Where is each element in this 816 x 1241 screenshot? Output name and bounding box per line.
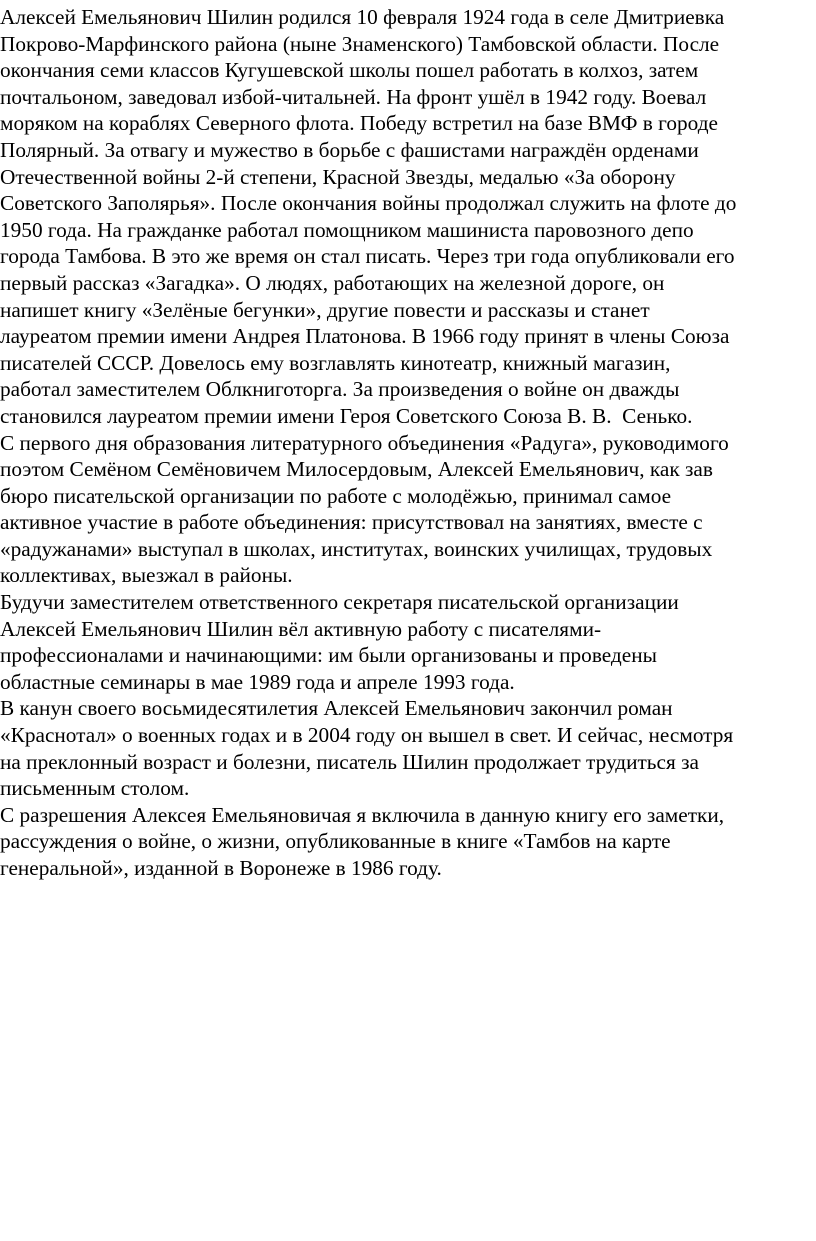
text-line: напишет книгу «Зелёные бегунки», другие повести и рассказы и станет [0,297,650,322]
text-line: профессионалами и начинающими: им были организованы и проведены [0,643,657,668]
text-line: почтальоном, заведовал избой-читальней. На фронт ушёл в 1942 году. Воевал [0,84,707,109]
text-line: Советского Заполярья». После окончания войны продолжал служить на флоте до [0,191,737,216]
paragraph-secretary [0,589,812,695]
text-line: работал заместителем Облкниготорга. За произведения о войне он дважды [0,377,680,402]
paragraph-raduga [0,430,812,590]
text-line: первый рассказ «Загадка». О людях, работающих на железной дороге, он [0,270,665,295]
paragraph-biography [0,4,812,430]
text-line: писателей СССР. Довелось ему возглавлять кинотеатр, книжный магазин, [0,350,671,375]
text-line: С первого дня образования литературного объединения «Радуга», руководимого [0,430,729,455]
text-line: окончания семи классов Кугушевской школы пошел работать в колхоз, затем [0,58,699,83]
text-line: Отечественной войны 2-й степени, Красной Звезды, медалью «За оборону [0,164,676,189]
text-line: Алексей Емельянович Шилин родился 10 февраля 1924 года в селе Дмитриевка [0,5,725,29]
document-body [0,4,812,882]
text-line: В канун своего восьмидесятилетия Алексей Емельянович закончил роман [0,696,673,721]
text-line: 1950 года. На гражданке работал помощником машиниста паровозного депо [0,217,694,242]
text-line: на преклонный возраст и болезни, писатель Шилин продолжает трудиться за [0,749,699,774]
text-line: рассуждения о войне, о жизни, опубликованные в книге «Тамбов на карте [0,829,671,854]
text-line: города Тамбова. В это же время он стал писать. Через три года опубликовали его [0,244,735,269]
text-line: Покрово-Марфинского района (ныне Знаменского) Тамбовской области. После [0,31,720,56]
text-line: областные семинары в мае 1989 года и апреле 1993 года. [0,669,515,694]
paragraph-novel [0,695,812,801]
text-line: поэтом Семёном Семёновичем Милосердовым, Алексей Емельянович, как зав [0,457,713,482]
text-line: генеральной», изданной в Воронеже в 1986 году. [0,856,442,880]
text-line: «Краснотал» о военных годах и в 2004 году он вышел в свет. И сейчас, несмотря [0,723,734,748]
text-line: Будучи заместителем ответственного секретаря писательской организации [0,590,679,615]
text-line: лауреатом премии имени Андрея Платонова. В 1966 году принят в члены Союза [0,324,730,349]
text-line: «радужанами» выступал в школах, институтах, воинских училищах, трудовых [0,536,713,561]
text-line: Полярный. За отвагу и мужество в борьбе с фашистами награждён орденами [0,137,699,162]
text-line: письменным столом. [0,776,190,801]
text-line: коллективах, выезжал в районы. [0,563,293,588]
text-line: С разрешения Алексея Емельяновичая я включила в данную книгу его заметки, [0,802,725,827]
text-line: моряком на кораблях Северного флота. Победу встретил на базе ВМФ в городе [0,111,719,136]
text-line: становился лауреатом премии имени Героя Советского Союза В. В. Сенько. [0,403,693,428]
text-line: бюро писательской организации по работе с молодёжью, принимал самое [0,483,672,508]
paragraph-permission [0,802,812,882]
text-line: активное участие в работе объединения: присутствовал на занятиях, вместе с [0,510,703,535]
text-line: Алексей Емельянович Шилин вёл активную работу с писателями- [0,616,602,641]
